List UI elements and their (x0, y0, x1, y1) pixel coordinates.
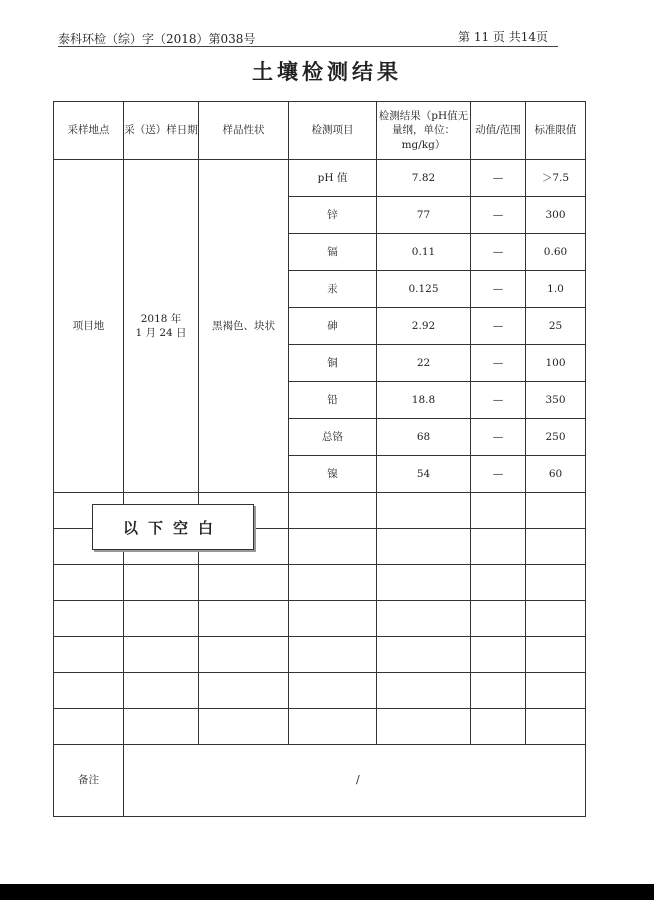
limit-cell: 100 (526, 345, 586, 382)
item-cell: 镍 (289, 456, 377, 493)
report-number: 泰科环检（综）字（2018）第038号 (58, 32, 256, 46)
dynamic-cell: — (471, 345, 526, 382)
dynamic-cell: — (471, 419, 526, 456)
notes-content (124, 745, 586, 817)
sample-date (124, 160, 199, 493)
limit-cell: 300 (526, 197, 586, 234)
empty-row (54, 565, 586, 601)
result-cell: 22 (377, 345, 471, 382)
limit-cell: 25 (526, 308, 586, 345)
dynamic-cell: — (471, 456, 526, 493)
dynamic-cell: — (471, 197, 526, 234)
item-cell: 总铬 (289, 419, 377, 456)
table-header-row (54, 102, 586, 160)
page-title: 土壤检测结果 (252, 59, 402, 84)
item-cell: 汞 (289, 271, 377, 308)
notes-row (54, 745, 586, 817)
result-cell: 77 (377, 197, 471, 234)
dynamic-cell: — (471, 382, 526, 419)
header-dynamic: 动值/范围 (471, 102, 526, 160)
limit-cell: 60 (526, 456, 586, 493)
notes-mark: / (356, 773, 360, 786)
blank-below-stamp: 以下空白 (92, 504, 254, 550)
item-cell: 铅 (289, 382, 377, 419)
result-cell: 68 (377, 419, 471, 456)
item-cell: 锌 (289, 197, 377, 234)
page-indicator: 第 11 页 共14页 (458, 30, 548, 44)
header-nature: 样品性状 (199, 102, 289, 160)
result-cell: 2.92 (377, 308, 471, 345)
header-divider (58, 46, 558, 47)
sample-date-day: 1 月 24 日 (135, 327, 187, 339)
empty-row (54, 673, 586, 709)
dynamic-cell: — (471, 308, 526, 345)
limit-cell: 350 (526, 382, 586, 419)
empty-row (54, 601, 586, 637)
sample-nature: 黑褐色、块状 (199, 160, 289, 493)
empty-row (54, 709, 586, 745)
dynamic-cell: — (471, 234, 526, 271)
item-cell: 镉 (289, 234, 377, 271)
header-result: 检测结果（pH值无量纲，单位：mg/kg） (377, 102, 471, 160)
result-cell: 0.11 (377, 234, 471, 271)
item-cell: pH 值 (289, 160, 377, 197)
table-row (54, 160, 586, 197)
notes-label: 备注 (54, 745, 124, 817)
result-cell: 54 (377, 456, 471, 493)
item-cell: 铜 (289, 345, 377, 382)
results-table (53, 101, 586, 817)
limit-cell: 250 (526, 419, 586, 456)
result-cell: 18.8 (377, 382, 471, 419)
limit-cell: 1.0 (526, 271, 586, 308)
result-cell: 7.82 (377, 160, 471, 197)
header-item: 检测项目 (289, 102, 377, 160)
header-limit: 标准限值 (526, 102, 586, 160)
item-cell: 砷 (289, 308, 377, 345)
sample-location: 项目地 (54, 160, 124, 493)
scan-bottom-edge (0, 884, 654, 900)
result-cell: 0.125 (377, 271, 471, 308)
limit-cell: ＞7.5 (526, 160, 586, 197)
limit-cell: 0.60 (526, 234, 586, 271)
empty-row (54, 637, 586, 673)
header-date: 采（送）样日期 (124, 102, 199, 160)
header-location: 采样地点 (54, 102, 124, 160)
dynamic-cell: — (471, 271, 526, 308)
sample-date-year: 2018 年 (140, 312, 182, 325)
dynamic-cell: — (471, 160, 526, 197)
